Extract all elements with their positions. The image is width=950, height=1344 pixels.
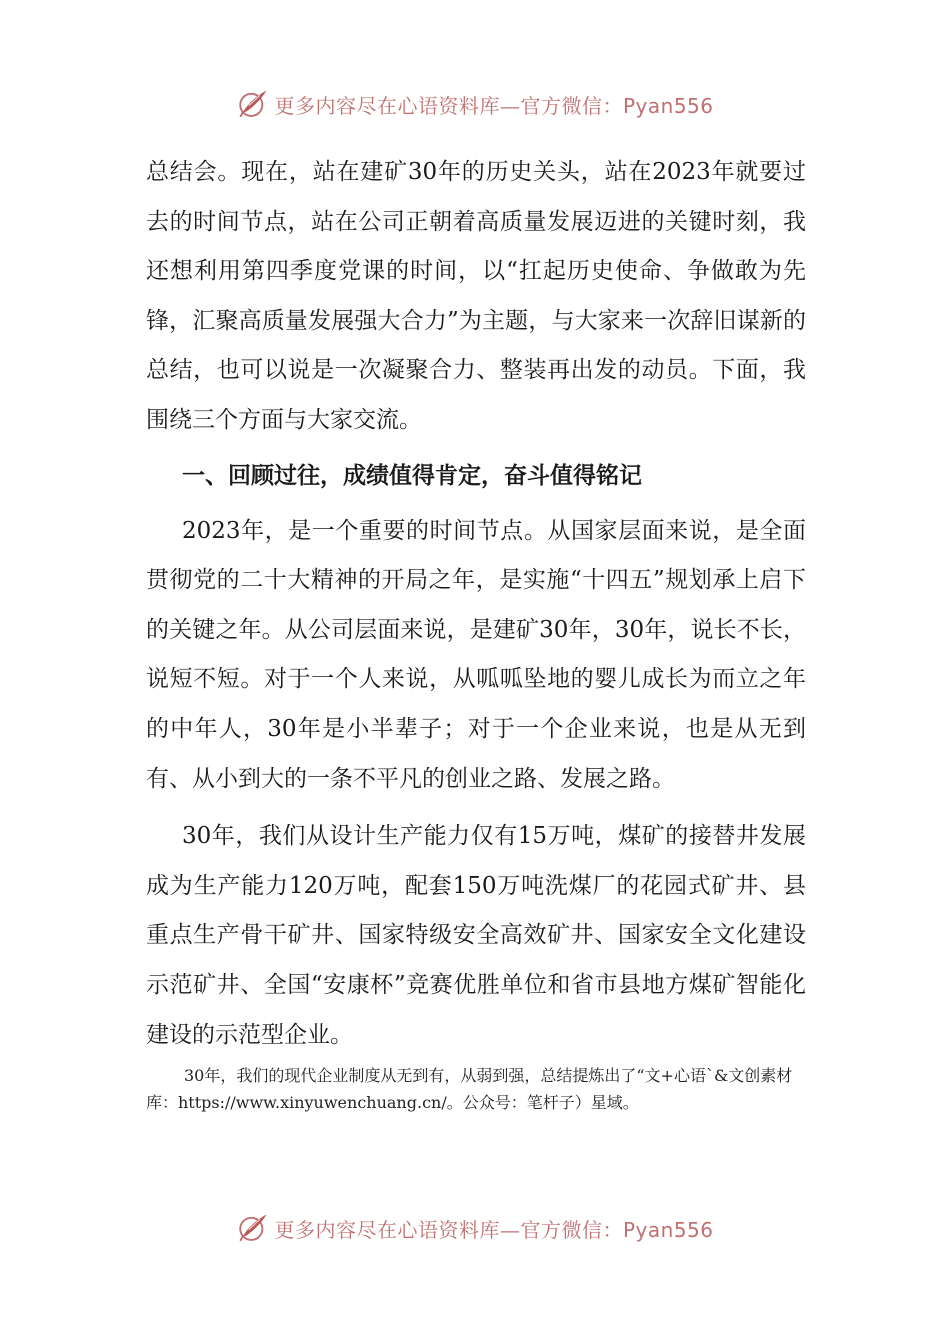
banner-text: 更多内容尽在心语资料库—官方微信：Pyan556: [274, 93, 714, 118]
paragraph-2: 2023年，是一个重要的时间节点。从国家层面来说，是全面贯彻党的二十大精神的开局之年，是实施“十四五”规划承上启下的关键之年。从公司层面来说，是建矿30年，30年，说长不长，说短不短。对于一个人来说，从呱呱坠地的婴儿成长为而立之年的中年人，30年是小半辈子；对于一个企业来说，也是从无到有、从小到大的一条不平凡的创业之路、发展之路。: [146, 517, 806, 792]
paragraph-1: 总结会。现在，站在建矿30年的历史关头，站在2023年就要过去的时间节点，站在公司正朝着高质量发展迈进的关键时刻，我还想利用第四季度党课的时间，以“扛起历史使命、争做敢为先锋，汇聚高质量发展强大合力”为主题，与大家来一次辞旧谋新的总结，也可以说是一次凝聚合力、整装再出发的动员。下面，我围绕三个方面与大家交流。: [146, 159, 806, 433]
section-heading-1: 一、回顾过往，成绩值得肯定，奋斗值得铭记: [182, 462, 642, 489]
wechat-id: Pyan556: [622, 93, 714, 118]
wechat-id: Pyan556: [622, 1217, 714, 1242]
banner-text: 更多内容尽在心语资料库—官方微信：Pyan556: [274, 1217, 714, 1242]
quill-pen-logo-icon: [236, 87, 270, 121]
document-body: [146, 148, 806, 1116]
quill-pen-logo-icon: [236, 1211, 270, 1245]
header-banner: [0, 84, 950, 124]
footer-banner: [0, 1208, 950, 1248]
footnote-text: 30年，我们的现代企业制度从无到有，从弱到强，总结提炼出了“文+心语`&文创素材库：https://www.xinyuwenchuang.cn/。公众号：笔杆子）星域。: [146, 1066, 793, 1113]
paragraph-3: 30年，我们从设计生产能力仅有15万吨，煤矿的接替井发展成为生产能力120万吨，配套150万吨洗煤厂的花园式矿井、县重点生产骨干矿井、国家特级安全高效矿井、国家安全文化建设示范矿井、全国“安康杯”竞赛优胜单位和省市县地方煤矿智能化建设的示范型企业。: [146, 823, 806, 1048]
